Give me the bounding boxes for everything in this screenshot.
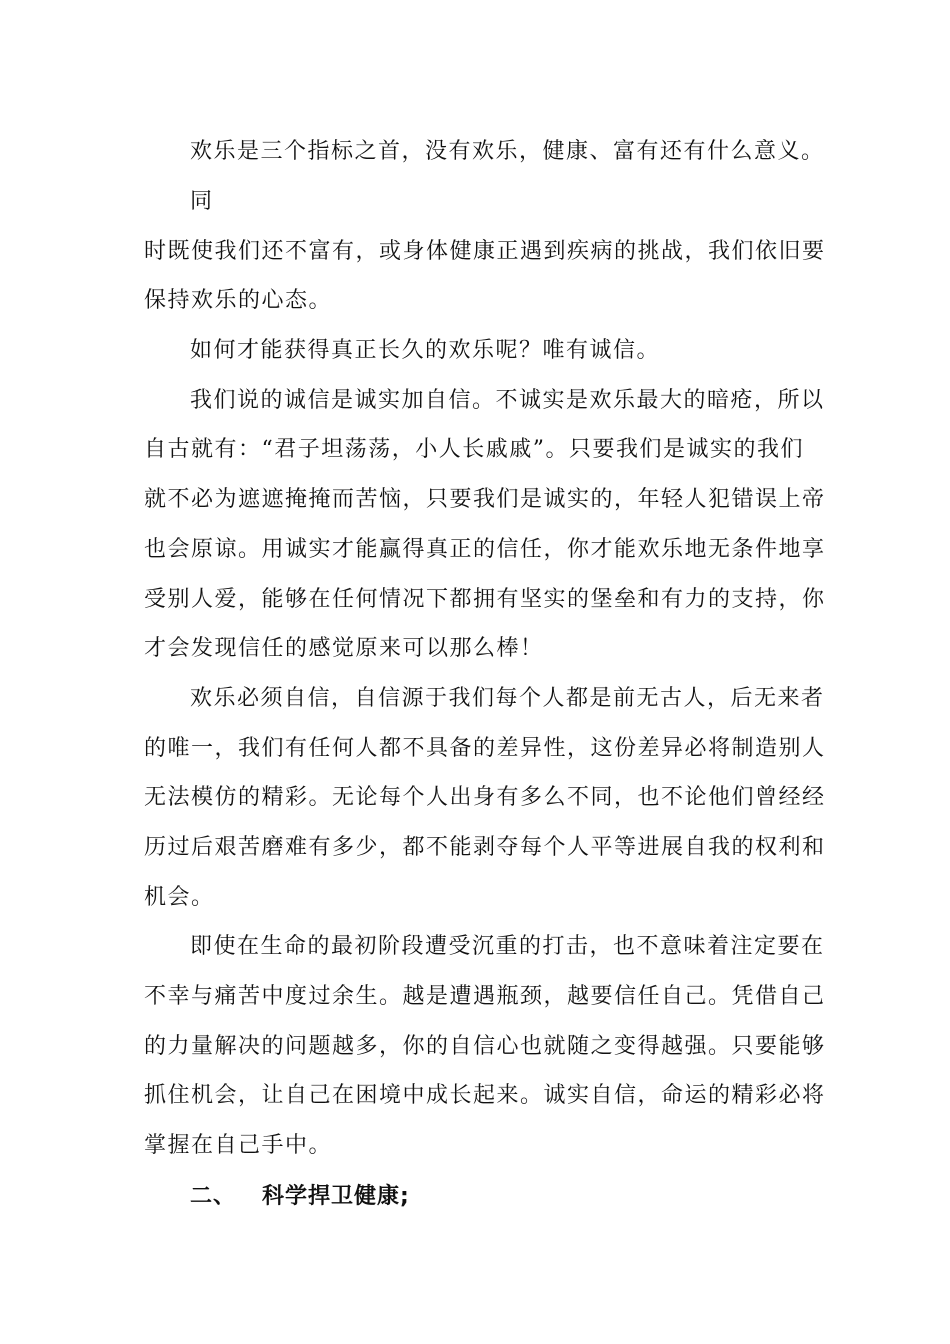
paragraph-line: 就不必为遮遮掩掩而苦恼，只要我们是诚实的，年轻人犯错误上帝: [144, 487, 826, 512]
paragraph-line: 同: [190, 189, 214, 214]
paragraph-line: 如何才能获得真正长久的欢乐呢？唯有诚信。: [190, 338, 661, 363]
paragraph-line: 历过后艰苦磨难有多少，都不能剥夺每个人平等进展自我的权利和: [144, 835, 826, 860]
paragraph-line: 不幸与痛苦中度过余生。越是遭遇瓶颈，越要信任自己。凭借自己: [144, 984, 826, 1009]
paragraph-line: 抓住机会，让自己在困境中成长起来。诚实自信，命运的精彩必将: [144, 1083, 826, 1108]
paragraph-line: 受别人爱，能够在任何情况下都拥有坚实的堡垒和有力的支持，你: [144, 587, 826, 612]
paragraph-line: 的唯一，我们有任何人都不具备的差异性，这份差异必将制造别人: [144, 736, 826, 761]
paragraph-line: 欢乐是三个指标之首，没有欢乐，健康、富有还有什么意义。: [190, 139, 825, 164]
section-heading-title: 科学捍卫健康;: [262, 1184, 410, 1209]
paragraph-line: 的力量解决的问题越多，你的自信心也就随之变得越强。只要能够: [144, 1034, 826, 1059]
paragraph-line: 自古就有：“君子坦荡荡，小人长戚戚”。只要我们是诚实的我们: [144, 437, 804, 462]
paragraph-line: 机会。: [144, 885, 215, 910]
paragraph-line: 即使在生命的最初阶段遭受沉重的打击，也不意味着注定要在: [190, 934, 825, 959]
paragraph-line: 我们说的诚信是诚实加自信。不诚实是欢乐最大的暗疮，所以: [190, 388, 825, 413]
paragraph-line: 才会发现信任的感觉原来可以那么棒！: [144, 636, 544, 661]
section-heading: [190, 1182, 810, 1212]
paragraph-line: 时既使我们还不富有，或身体健康正遇到疾病的挑战，我们依旧要: [144, 239, 826, 264]
paragraph-line: 保持欢乐的心态。: [144, 288, 333, 313]
paragraph-line: 也会原谅。用诚实才能赢得真正的信任，你才能欢乐地无条件地享: [144, 537, 826, 562]
section-heading-number: 二、: [190, 1184, 237, 1209]
paragraph-line: 欢乐必须自信，自信源于我们每个人都是前无古人，后无来者: [190, 686, 825, 711]
paragraph-line: 掌握在自己手中。: [144, 1133, 333, 1158]
paragraph-line: 无法模仿的精彩。无论每个人出身有多么不同，也不论他们曾经经: [144, 785, 826, 810]
